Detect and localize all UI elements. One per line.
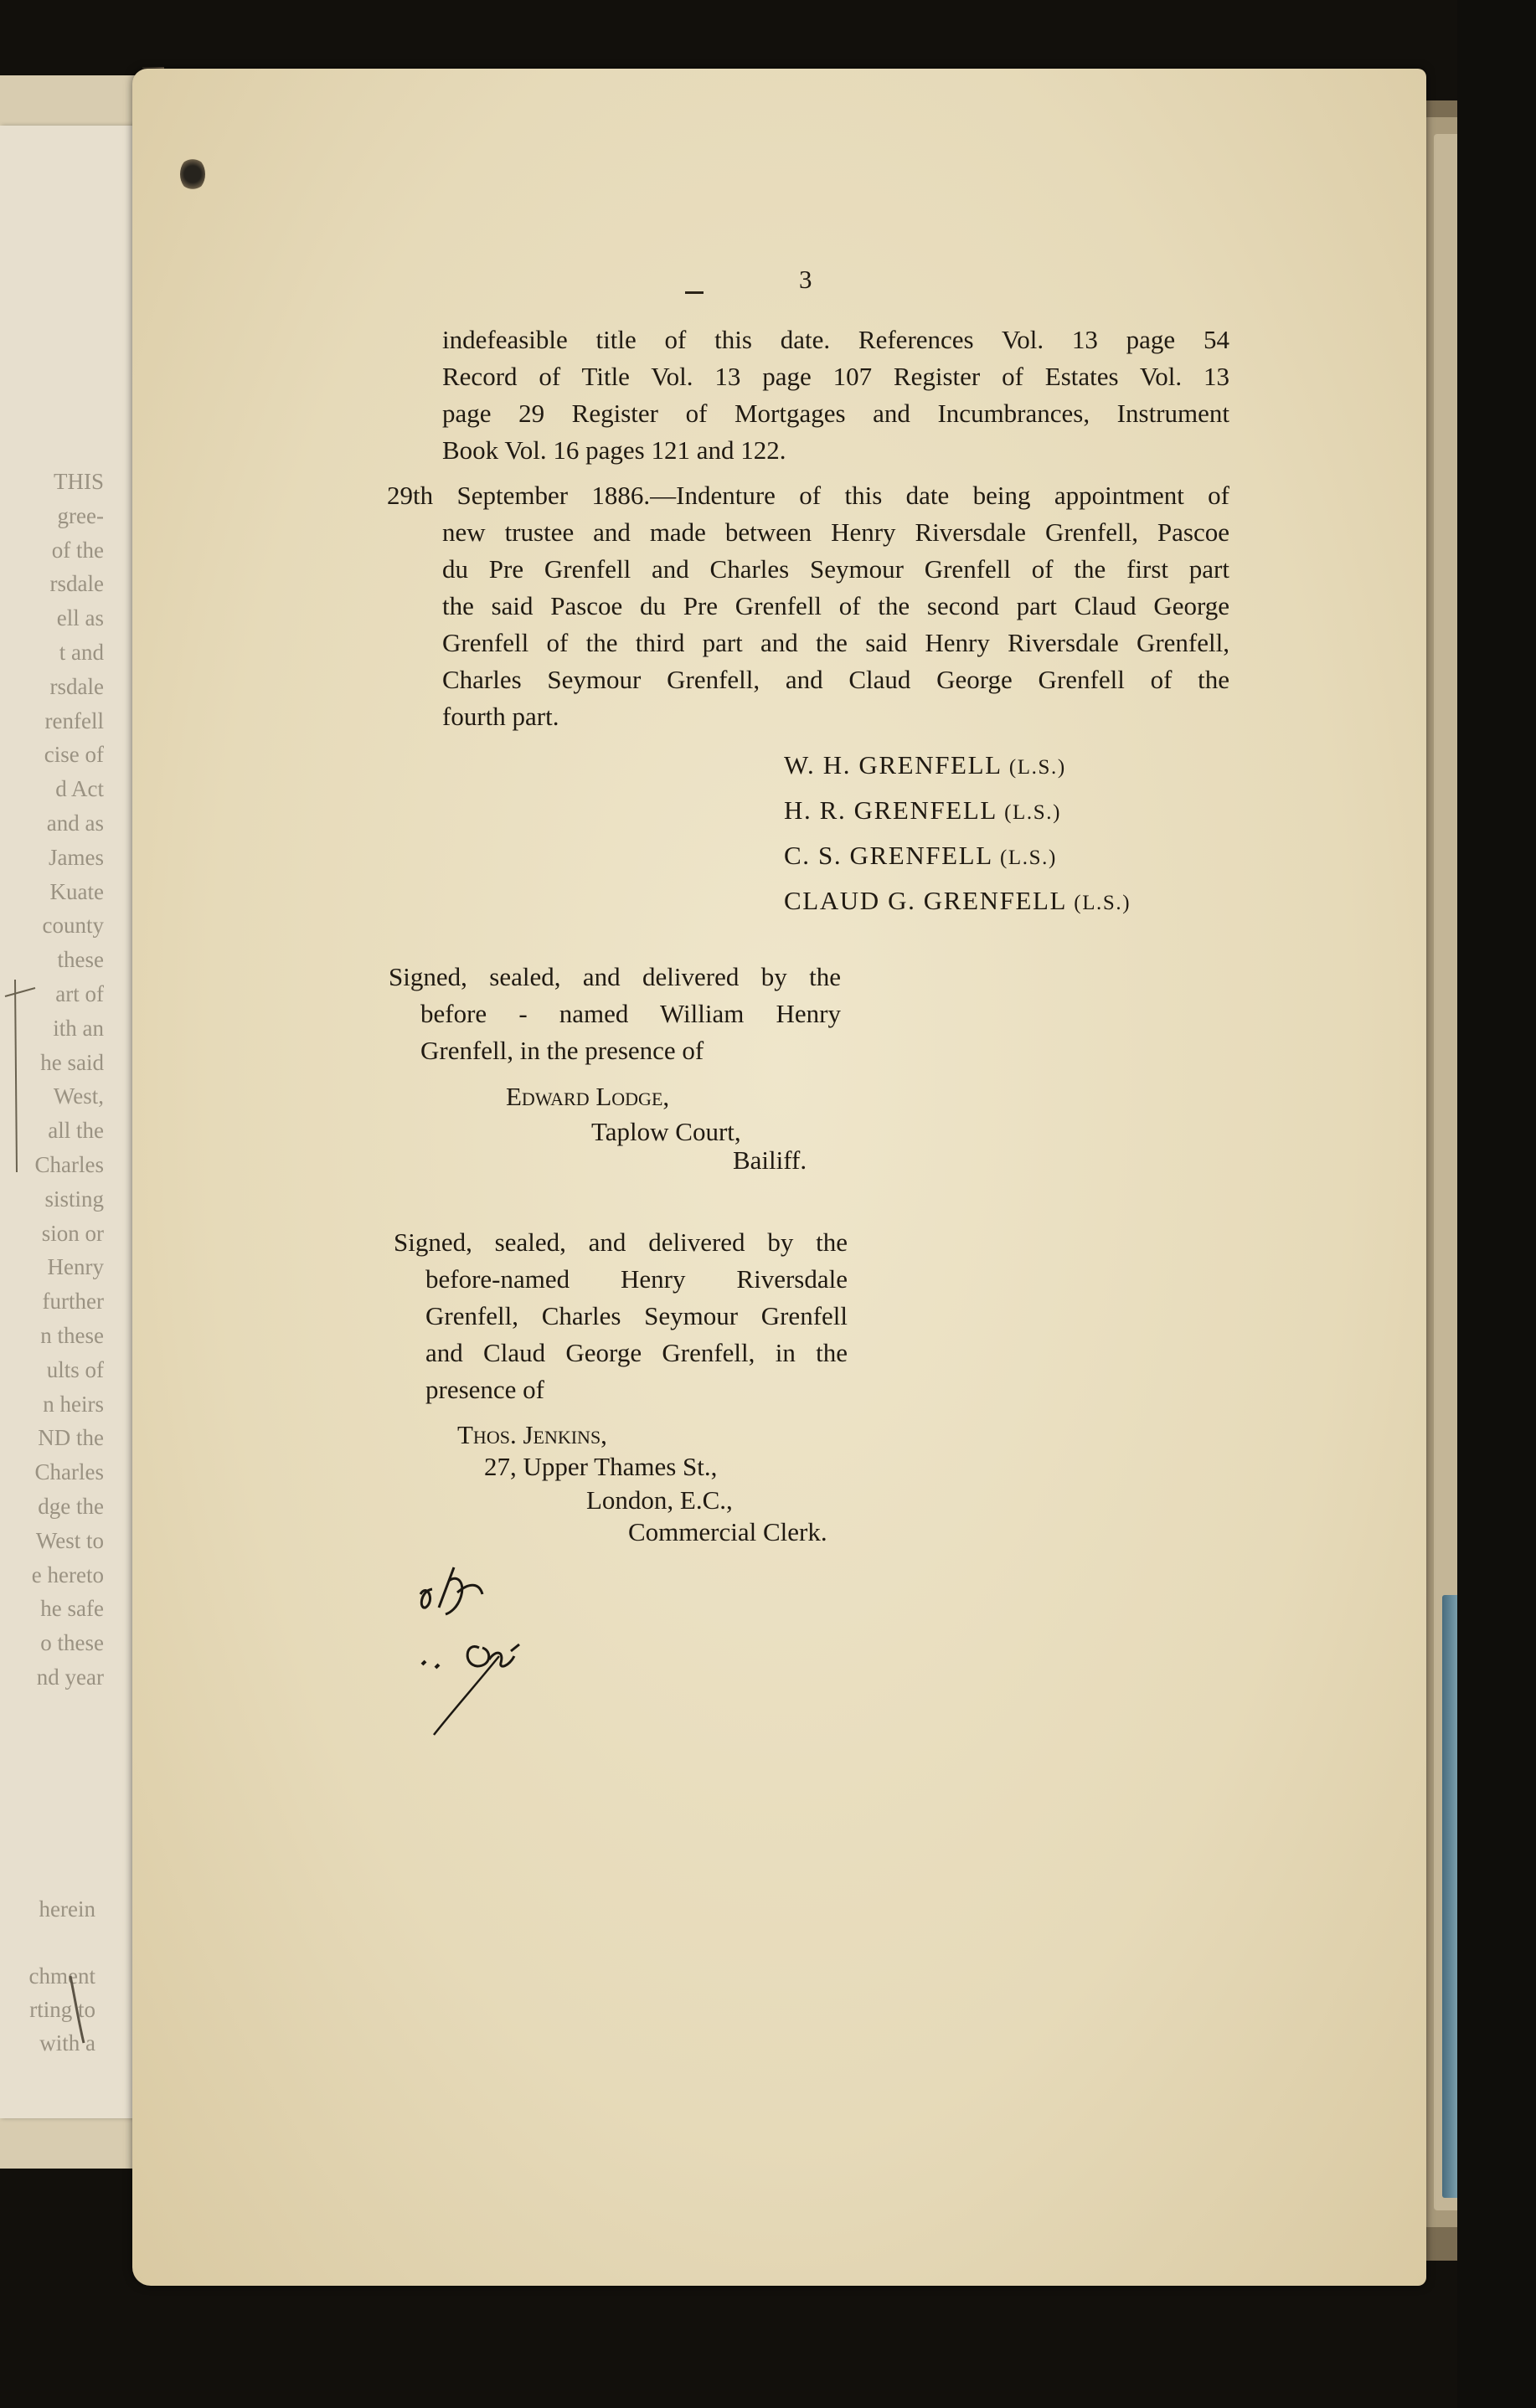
signatory-name: CLAUD G. GRENFELL xyxy=(784,886,1066,915)
left-page-fragment: herein xyxy=(39,1896,95,1922)
attestation-line: Signed, sealed, and delivered by the xyxy=(389,962,841,991)
paragraph-references xyxy=(442,322,1229,469)
attestation-line: Grenfell, Charles Seymour Grenfell xyxy=(425,1301,848,1330)
left-page-fragment: all the xyxy=(48,1118,104,1144)
attestation-clause-1 xyxy=(389,959,841,1069)
left-page-fragment: West to xyxy=(35,1527,104,1553)
witness-address: 27, Upper Thames St., xyxy=(484,1452,718,1481)
witness-name: Thos. Jenkins, xyxy=(457,1420,607,1449)
paragraph-line: Record of Title Vol. 13 page 107 Register of Estates Vol. 13 xyxy=(442,362,1229,391)
signatory-name: W. H. GRENFELL xyxy=(784,750,1002,780)
left-page-fragment: sion or xyxy=(41,1220,104,1246)
left-page-fragment: he said xyxy=(40,1049,104,1075)
left-tipped-in-sheet xyxy=(0,126,151,2118)
left-page-fragment: dge the xyxy=(38,1493,104,1519)
left-page-fragment: of the xyxy=(51,537,104,563)
left-page-fragment: rsdale xyxy=(49,673,104,699)
left-page-fragment: renfell xyxy=(44,707,104,733)
left-page-fragment: Henry xyxy=(47,1254,104,1280)
paragraph-line: fourth part. xyxy=(442,702,559,731)
paragraph-line: indefeasible title of this date. References Vol. 13 page 54 xyxy=(442,325,1229,354)
left-page-fragment: sisting xyxy=(44,1186,104,1212)
seal-mark: (L.S.) xyxy=(1074,892,1131,914)
page-number: 3 xyxy=(799,265,812,294)
witness-occupation: Commercial Clerk. xyxy=(628,1517,827,1546)
left-page-fragment: n these xyxy=(40,1322,104,1348)
left-page-fragment: ND the xyxy=(38,1425,104,1451)
paragraph-indenture xyxy=(387,477,1229,735)
left-page-fragment: Kuate xyxy=(49,878,104,904)
left-page-fragment: nd year xyxy=(36,1664,104,1690)
left-page-fragment: ults of xyxy=(46,1356,104,1382)
witness-address: Taplow Court, xyxy=(591,1117,741,1146)
paragraph-line: 29th September 1886.—Indenture of this date being appointment of xyxy=(387,481,1229,510)
witness-occupation: Bailiff. xyxy=(733,1145,807,1175)
seal-mark: (L.S.) xyxy=(1008,756,1066,779)
attestation-line: presence of xyxy=(425,1375,544,1404)
attestation-clause-2 xyxy=(394,1224,848,1408)
signatory-line xyxy=(784,879,1131,924)
attestation-line: and Claud George Grenfell, in the xyxy=(425,1338,848,1367)
handwritten-annotation xyxy=(402,1557,570,1758)
attestation-line: before - named William Henry xyxy=(420,999,841,1028)
paragraph-line: Book Vol. 16 pages 121 and 122. xyxy=(442,435,786,465)
signatory-line xyxy=(784,743,1131,789)
signatory-name: H. R. GRENFELL xyxy=(784,795,997,825)
paragraph-line: Charles Seymour Grenfell, and Claud George Grenfell of the xyxy=(442,665,1229,694)
header-dash xyxy=(685,291,704,294)
left-page-fragment: county xyxy=(42,913,104,939)
left-page-fragment: cise of xyxy=(44,742,104,768)
attestation-line: before-named Henry Riversdale xyxy=(425,1264,848,1294)
left-page-fragment: he safe xyxy=(40,1596,104,1622)
left-page-fragment: Charles xyxy=(34,1459,104,1485)
signatory-line xyxy=(784,789,1131,834)
left-page-fragment: James xyxy=(49,844,104,870)
seal-mark: (L.S.) xyxy=(1004,801,1062,824)
paragraph-line: the said Pascoe du Pre Grenfell of the second part Claud George xyxy=(442,591,1229,620)
signatory-line xyxy=(784,834,1131,879)
left-page-fragment: these xyxy=(57,947,104,973)
left-page-fragment: and as xyxy=(46,810,104,836)
left-page-fragment: further xyxy=(42,1289,104,1315)
paragraph-line: du Pre Grenfell and Charles Seymour Grenfell of the first part xyxy=(442,554,1229,584)
paragraph-line: new trustee and made between Henry Riversdale Grenfell, Pascoe xyxy=(442,517,1229,547)
left-page-fragment: rting to xyxy=(29,1997,95,2022)
left-page-fragment: d Act xyxy=(55,776,104,802)
seal-mark: (L.S.) xyxy=(999,846,1057,869)
witness-address-city: London, E.C., xyxy=(586,1485,733,1515)
attestation-line: Signed, sealed, and delivered by the xyxy=(394,1227,848,1257)
left-page-fragment: THIS xyxy=(54,469,104,494)
left-page-fragment: West, xyxy=(53,1083,104,1109)
left-page-fragment: ell as xyxy=(56,605,104,631)
signatory-block xyxy=(784,743,1131,924)
left-page-fragment: rsdale xyxy=(49,571,104,597)
book-cover-edge xyxy=(1457,0,1536,2408)
left-page-fragment: art of xyxy=(55,980,104,1006)
left-page-fragment: gree- xyxy=(57,502,104,528)
left-page-fragment: n heirs xyxy=(43,1391,104,1417)
left-page-fragment: o these xyxy=(40,1630,104,1656)
left-page-handwritten-mark xyxy=(0,126,149,2118)
left-page-fragment: t and xyxy=(59,639,104,665)
attestation-line: Grenfell, in the presence of xyxy=(420,1036,704,1065)
left-page-fragment: ith an xyxy=(53,1015,104,1041)
ink-stain xyxy=(180,157,205,191)
paragraph-line: Grenfell of the third part and the said Henry Riversdale Grenfell, xyxy=(442,628,1229,657)
left-page-fragment: e hereto xyxy=(31,1562,104,1587)
paragraph-line: page 29 Register of Mortgages and Incumbrances, Instrument xyxy=(442,399,1229,428)
left-page-fragment: chment xyxy=(28,1963,95,1989)
left-page-fragment: Charles xyxy=(34,1151,104,1177)
signatory-name: C. S. GRENFELL xyxy=(784,841,992,870)
left-page-fragment: with a xyxy=(39,2030,95,2056)
witness-name: Edward Lodge, xyxy=(506,1082,670,1111)
